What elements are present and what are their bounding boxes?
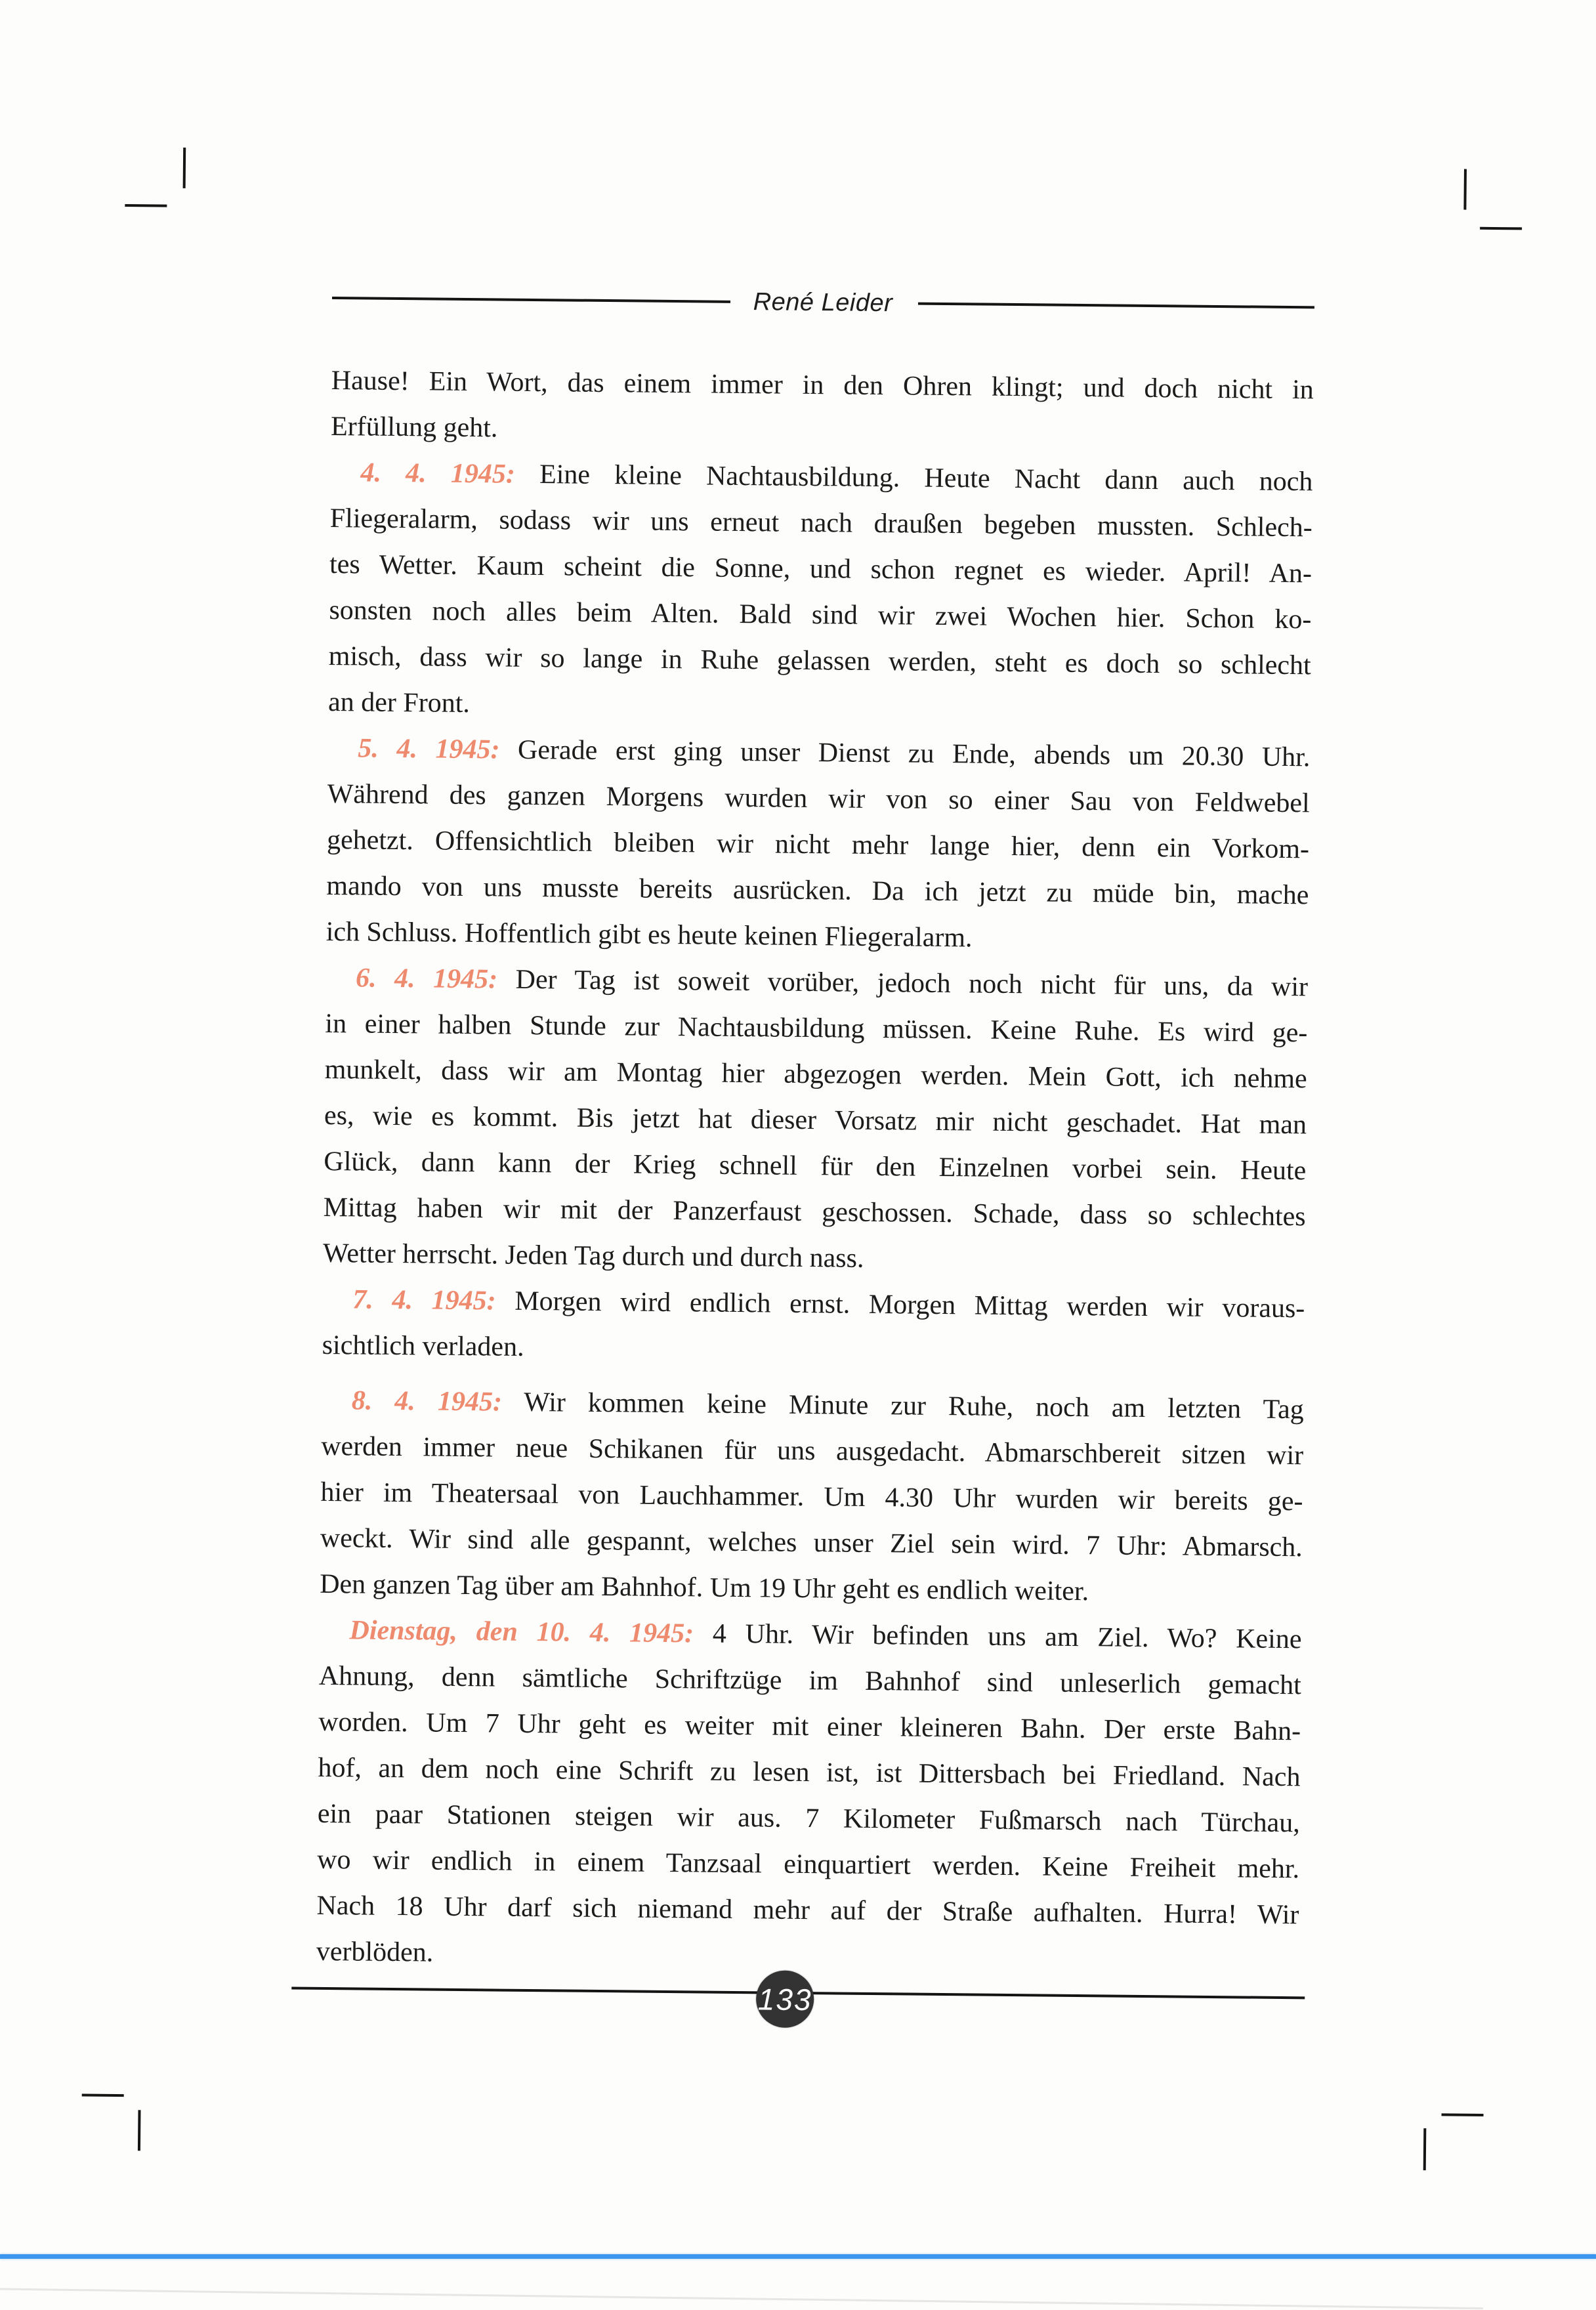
text-line: ich Schluss. Hoffentlich gibt es heute keinen Fliegeralarm.	[326, 916, 973, 954]
text-line: munkelt, dass wir am Montag hier abgezogen werden. Mein Gott, ich nehme	[324, 1054, 1307, 1095]
text-line: Nach 18 Uhr darf sich niemand mehr auf der Straße aufhalten. Hurra! Wir	[316, 1890, 1299, 1931]
text-line: wo wir endlich in einem Tanzsaal einquartiert werden. Keine Freiheit mehr.	[316, 1844, 1300, 1885]
text-line: Dienstag, den 10. 4. 1945: 4 Uhr. Wir befinden uns am Ziel. Wo? Keine	[349, 1615, 1302, 1655]
text-line: misch, dass wir so lange in Ruhe gelassen werden, steht es doch so schlecht	[328, 640, 1311, 681]
running-header	[3, 0, 1596, 318]
text-line: worden. Um 7 Uhr geht es weiter mit einer kleineren Bahn. Der erste Bahn-	[318, 1706, 1301, 1747]
page-number: 133	[757, 1981, 812, 2017]
diary-paragraph	[316, 1607, 1301, 1984]
diary-paragraph	[328, 450, 1313, 734]
text-line: sonsten noch alles beim Alten. Bald sind wir zwei Wochen hier. Schon ko-	[329, 595, 1312, 635]
text-line: sichtlich verladen.	[322, 1330, 524, 1362]
crop-mark	[1480, 227, 1522, 230]
text-line: hier im Theatersaal von Lauchhammer. Um 4.30 Uhr wurden wir bereits ge-	[320, 1477, 1303, 1517]
text-line: Wetter herrscht. Jeden Tag durch und durch nass.	[322, 1238, 864, 1274]
diary-paragraph	[322, 1276, 1305, 1377]
text-line: 7. 4. 1945: Morgen wird endlich ernst. Morgen Mittag werden wir voraus-	[352, 1284, 1305, 1324]
crop-mark	[1442, 2113, 1484, 2116]
diary-text-block	[316, 358, 1314, 1984]
header-rule-right	[918, 303, 1314, 309]
diary-date-label: 6. 4. 1945:	[355, 963, 498, 995]
diary-paragraph	[320, 1377, 1304, 1616]
text-line: Hause! Ein Wort, das einem immer in den Ohren klingt; und doch nicht in	[331, 366, 1314, 406]
text-line: Den ganzen Tag über am Bahnhof. Um 19 Uhr geht es endlich weiter.	[319, 1568, 1089, 1607]
diary-date-label: 4. 4. 1945:	[360, 457, 516, 490]
scanner-blue-stripe	[0, 2254, 1596, 2259]
crop-mark	[183, 148, 186, 188]
text-line: gehetzt. Offensichtlich bleiben wir nicht mehr lange hier, denn ein Vorkom-	[326, 824, 1310, 865]
crop-mark	[82, 2093, 124, 2096]
text-line: tes Wetter. Kaum scheint die Sonne, und schon regnet es wieder. April! An-	[329, 549, 1312, 589]
text-line: Fliegeralarm, sodass wir uns erneut nach draußen begeben mussten. Schlech-	[329, 503, 1312, 543]
diary-date-label: 8. 4. 1945:	[351, 1385, 503, 1418]
diary-paragraph	[323, 955, 1309, 1286]
text-line: ein paar Stationen steigen wir aus. 7 Kilometer Fußmarsch nach Türchau,	[317, 1798, 1300, 1839]
diary-date-label: 5. 4. 1945:	[358, 733, 500, 765]
text-line: mando von uns musste bereits ausrücken. Da ich jetzt zu müde bin, mache	[326, 870, 1309, 911]
author-name: René Leider	[753, 288, 893, 318]
crop-mark	[138, 2110, 140, 2151]
text-line: hof, an dem noch eine Schrift zu lesen ist, ist Dittersbach bei Friedland. Nach	[318, 1752, 1301, 1793]
crop-mark	[1423, 2128, 1426, 2170]
text-line: es, wie es kommt. Bis jetzt hat dieser Vorsatz mir nicht geschadet. Hat man	[324, 1100, 1307, 1141]
text-line: Ahnung, denn sämtliche Schriftzüge im Bahnhof sind unleserlich gemacht	[318, 1660, 1302, 1701]
diary-paragraph	[331, 358, 1314, 459]
crop-mark	[125, 204, 167, 207]
text-line: Während des ganzen Morgens wurden wir von so einer Sau von Feldwebel	[327, 778, 1310, 819]
crop-mark	[1463, 169, 1466, 210]
text-line: weckt. Wir sind alle gespannt, welches unser Ziel sein wird. 7 Uhr: Abmarsch.	[320, 1522, 1303, 1563]
text-line: 4. 4. 1945: Eine kleine Nachtausbildung. Heute Nacht dann auch noch	[360, 457, 1313, 497]
text-line: werden immer neue Schikanen für uns ausgedacht. Abmarschbereit sitzen wir	[320, 1431, 1304, 1471]
diary-date-label: 7. 4. 1945:	[352, 1284, 496, 1316]
text-line: Mittag haben wir mit der Panzerfaust geschossen. Schade, dass so schlechtes	[323, 1192, 1306, 1232]
header-rule-left	[332, 297, 730, 303]
text-line: 8. 4. 1945: Wir kommen keine Minute zur Ruhe, noch am letzten Tag	[351, 1385, 1305, 1425]
text-line: in einer halben Stunde zur Nachtausbildung müssen. Keine Ruhe. Es wird ge-	[325, 1008, 1308, 1049]
page-number-badge	[756, 1970, 814, 2028]
text-line: verblöden.	[316, 1936, 434, 1968]
text-line: Erfüllung geht.	[330, 411, 498, 444]
text-line: 6. 4. 1945: Der Tag ist soweit vorüber, jedoch noch nicht für uns, da wir	[355, 963, 1309, 1003]
text-line: Glück, dann kann der Krieg schnell für den Einzelnen vorbei sein. Heute	[324, 1146, 1307, 1186]
text-line: 5. 4. 1945: Gerade erst ging unser Dienst zu Ende, abends um 20.30 Uhr.	[358, 733, 1311, 773]
diary-date-label: Dienstag, den 10. 4. 1945:	[349, 1615, 694, 1649]
text-line: an der Front.	[327, 686, 471, 719]
diary-paragraph	[326, 725, 1310, 964]
